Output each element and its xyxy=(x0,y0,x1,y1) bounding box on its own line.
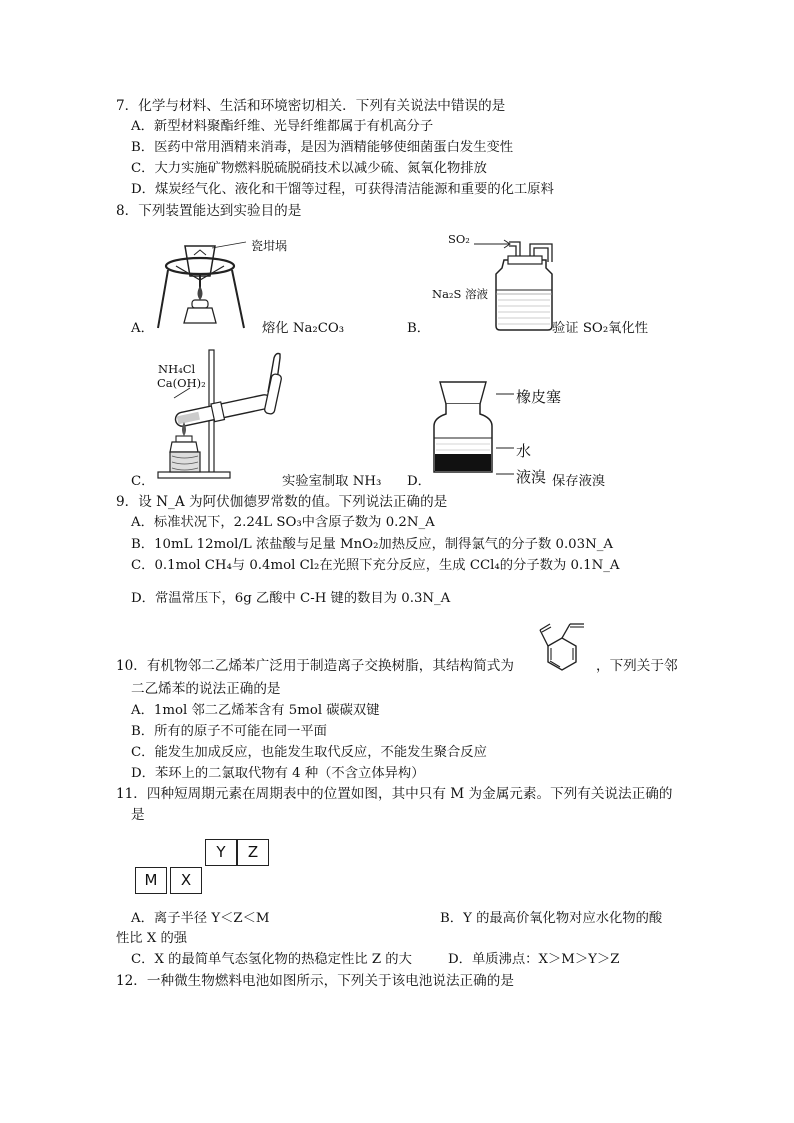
q8c-label-caoh2: Ca(OH)₂ xyxy=(157,376,206,390)
q9-option-a: A．标准状况下，2.24L SO₃中含原子数为 0.2N_A xyxy=(131,515,435,530)
bromine-leader-lines xyxy=(496,386,516,476)
q9-option-d: D．常温常压下，6g 乙酸中 C-H 键的数目为 0.3N_A xyxy=(131,591,451,606)
q11-option-a: A．离子半径 Y＜Z＜M xyxy=(131,911,270,926)
q8-stem: 8．下列装置能达到实验目的是 xyxy=(116,203,302,219)
periodic-table-fragment xyxy=(135,839,275,897)
q11-option-d: D．单质沸点：X＞M＞Y＞Z xyxy=(448,952,620,967)
q7-option-b: B．医药中常用酒精来消毒，是因为酒精能够使细菌蛋白发生变性 xyxy=(131,140,514,155)
q8c-letter: C． xyxy=(131,474,155,489)
q11-stem-line2: 是 xyxy=(131,807,145,823)
q9-stem: 9．设 N_A 为阿伏伽德罗常数的值。下列说法正确的是 xyxy=(116,494,448,510)
q7-option-a: A．新型材料聚酯纤维、光导纤维都属于有机高分子 xyxy=(131,119,434,134)
bromine-bottle-figure xyxy=(430,380,496,476)
q7-option-c: C．大力实施矿物燃料脱硫脱硝技术以减少硫、氮氧化物排放 xyxy=(131,161,487,176)
q8d-label-stopper: 橡皮塞 xyxy=(516,388,562,406)
divinylbenzene-structure xyxy=(530,620,600,678)
q12-stem: 12．一种微生物燃料电池如图所示，下列关于该电池说法正确的是 xyxy=(116,973,514,989)
q11-option-b-line1: B．Y 的最高价氧化物对应水化物的酸 xyxy=(440,911,663,926)
q8d-letter: D． xyxy=(407,474,431,489)
q10-stem-part1: 10．有机物邻二乙烯苯广泛用于制造离子交换树脂，其结构简式为 xyxy=(116,658,514,674)
q11-option-b-line2: 性比 X 的强 xyxy=(116,931,188,946)
q9-option-b: B．10mL 12mol/L 浓盐酸与足量 MnO₂加热反应，制得氯气的分子数 0.03N_A xyxy=(131,537,613,552)
q8b-label-solution: Na₂S 溶液 xyxy=(432,287,489,301)
table-cell-x: X xyxy=(170,867,202,894)
table-cell-m: M xyxy=(135,867,167,894)
q10-option-b: B．所有的原子不可能在同一平面 xyxy=(131,724,327,739)
q10-option-d: D．苯环上的二氯取代物有 4 种（不含立体异构） xyxy=(131,766,425,781)
q8b-caption: 验证 SO₂氧化性 xyxy=(552,321,649,336)
q10-option-a: A．1mol 邻二乙烯苯含有 5mol 碳碳双键 xyxy=(131,703,380,718)
table-cell-z: Z xyxy=(237,839,269,866)
q11-stem-line1: 11．四种短周期元素在周期表中的位置如图，其中只有 M 为金属元素。下列有关说法正确的 xyxy=(116,786,673,802)
q8c-caption: 实验室制取 NH₃ xyxy=(282,474,382,489)
q8a-caption: 熔化 Na₂CO₃ xyxy=(262,321,345,336)
q10-option-c: C．能发生加成反应，也能发生取代反应，不能发生聚合反应 xyxy=(131,745,487,760)
q7-stem: 7．化学与材料、生活和环境密切相关．下列有关说法中错误的是 xyxy=(116,98,506,114)
q7-option-d: D．煤炭经气化、液化和干馏等过程，可获得清洁能源和重要的化工原料 xyxy=(131,182,554,197)
q8d-label-water: 水 xyxy=(516,442,532,460)
q10-stem-part2: ，下列关于邻 xyxy=(596,658,678,674)
q10-stem-part3: 二乙烯苯的说法正确的是 xyxy=(131,681,281,697)
q11-option-c: C．X 的最简单气态氢化物的热稳定性比 Z 的大 xyxy=(131,952,412,967)
q8a-label-crucible: 瓷坩埚 xyxy=(251,239,288,253)
q8d-label-bromine: 液溴 xyxy=(516,468,547,486)
q8a-letter: A． xyxy=(131,321,154,336)
table-cell-y: Y xyxy=(205,839,237,866)
q8b-letter: B． xyxy=(407,321,431,336)
q8c-label-nh4cl: NH₄Cl xyxy=(158,362,196,376)
q8d-caption: 保存液溴 xyxy=(552,474,606,489)
q9-option-c: C．0.1mol CH₄与 0.4mol Cl₂在光照下充分反应，生成 CCl₄的分子数为 0.1N_A xyxy=(131,558,620,573)
q8b-label-gas: SO₂ xyxy=(448,232,470,246)
